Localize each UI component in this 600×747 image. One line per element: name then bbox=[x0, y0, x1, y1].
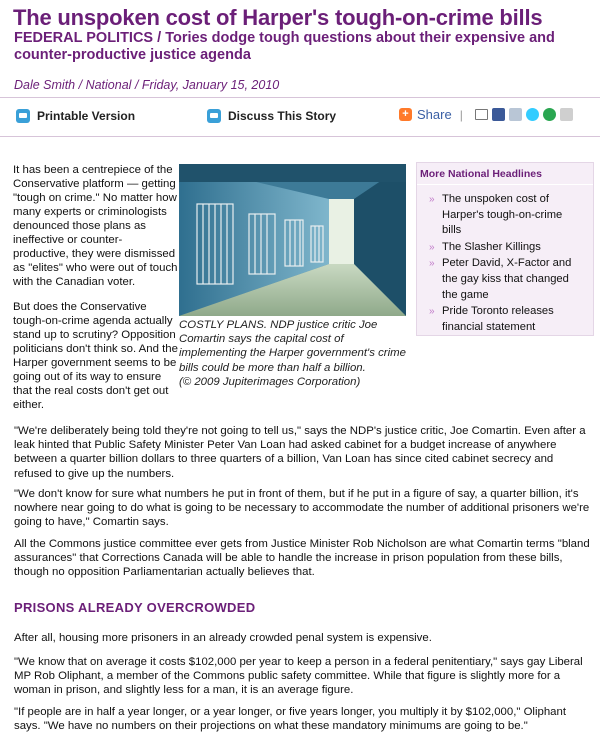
article-headline: The unspoken cost of Harper's tough-on-crime bills bbox=[13, 5, 543, 30]
photo-caption bbox=[179, 318, 409, 389]
discuss-story-button[interactable] bbox=[207, 109, 336, 123]
article-subhead: FEDERAL POLITICS / Tories dodge tough questions about their expensive and counter-productive justice agenda bbox=[14, 30, 555, 63]
body-paragraph: All the Commons justice committee ever gets from Justice Minister Rob Nicholson are what Comartin terms "bland assurances" that Corrections Canada will be able to handle the increase in prison population from these bills, though no opposition Parliamentarian actually believes that. bbox=[14, 538, 590, 579]
printer-icon bbox=[16, 109, 30, 123]
more-headlines-box bbox=[416, 162, 594, 336]
body-paragraph: After all, housing more prisoners in an already crowded penal system is expensive. bbox=[14, 632, 432, 644]
printable-version-button[interactable] bbox=[16, 109, 135, 123]
photo-credit: (© 2009 Jupiterimages Corporation) bbox=[179, 375, 361, 388]
lead-paragraph: It has been a centrepiece of the Conservative platform — getting "tough on crime." No matter how many experts or criminologists denounced those plans as ineffective or counter-productive, they were dismissed as "elites" who were out of touch with the Canadian voter. bbox=[13, 164, 178, 288]
printable-version-label: Printable Version bbox=[37, 109, 136, 123]
divider bbox=[0, 136, 600, 137]
share-bar: + Share | bbox=[399, 107, 573, 122]
caption-text: COSTLY PLANS. NDP justice critic Joe Comartin says the capital cost of implementing the Harper government's crime bills could be more than half a billion. bbox=[179, 319, 406, 374]
comment-icon bbox=[207, 109, 221, 123]
digg-icon[interactable] bbox=[509, 108, 522, 121]
more-headlines-title: More National Headlines bbox=[417, 163, 593, 185]
headline-link[interactable]: » The Slasher Killings bbox=[429, 240, 541, 253]
body-paragraph: "If people are in half a year longer, or a year longer, or five years longer, you multiply it by $102,000," Oliphant says. "We have no numbers on their projections on what these mandatory minimums are going to be." bbox=[14, 706, 566, 733]
share-button[interactable]: Share bbox=[417, 107, 452, 122]
body-paragraph: "We don't know for sure what numbers he put in front of them, but if he put in a figure of say, a quarter billion, it's nowhere near going to do what is going to be necessary to accommodate the number of additional prisoners we're going to have," Comartin says. bbox=[14, 488, 590, 529]
byline-section[interactable]: National bbox=[85, 78, 132, 92]
plus-icon[interactable]: + bbox=[399, 108, 412, 121]
email-icon[interactable] bbox=[475, 109, 488, 120]
section-heading: PRISONS ALREADY OVERCROWDED bbox=[14, 600, 256, 615]
headline-link[interactable]: » Peter David, X-Factor and the gay kiss that changed the game bbox=[429, 257, 572, 301]
body-paragraph: "We know that on average it costs $102,000 per year to keep a person in a federal penitentiary," says gay Liberal MP Rob Oliphant, a member of the Commons public safety committee. While that figure is slightly more for a woman in prison, and slightly less for a man, it is an average figure. bbox=[14, 656, 583, 697]
stumbleupon-icon[interactable] bbox=[543, 108, 556, 121]
delicious-icon[interactable] bbox=[560, 108, 573, 121]
byline-author[interactable]: Dale Smith bbox=[14, 78, 76, 92]
divider bbox=[0, 97, 600, 98]
byline: Dale Smith / National / Friday, January 15, 2010 bbox=[14, 78, 280, 92]
prison-corridor-image bbox=[179, 164, 406, 316]
facebook-icon[interactable] bbox=[492, 108, 505, 121]
headline-link[interactable]: » The unspoken cost of Harper's tough-on-crime bills bbox=[429, 193, 563, 237]
body-paragraph: "We're deliberately being told they're not going to tell us," says the NDP's justice critic, Joe Comartin. Even after a leak hinted that Public Safety Minister Peter Van Loan had asked cabinet for a budget increase of anywhere between a quarter billion dollars to three quarters of a billion, Van Loan has since cited cabinet secrecy and refused to give up the numbers. bbox=[14, 425, 586, 480]
byline-date: Friday, January 15, 2010 bbox=[141, 78, 280, 92]
headline-link[interactable]: » Pride Toronto releases financial statement bbox=[429, 305, 554, 333]
article-photo bbox=[179, 164, 406, 316]
twitter-icon[interactable] bbox=[526, 108, 539, 121]
discuss-story-label: Discuss This Story bbox=[228, 109, 337, 123]
lead-paragraph: But does the Conservative tough-on-crime agenda actually stand up to scrutiny? Opposition politicians don't think so. And the Harper government seems to be going out of its way to ensure that the real costs don't get out either. bbox=[13, 301, 178, 411]
article-toolbar bbox=[0, 106, 600, 128]
